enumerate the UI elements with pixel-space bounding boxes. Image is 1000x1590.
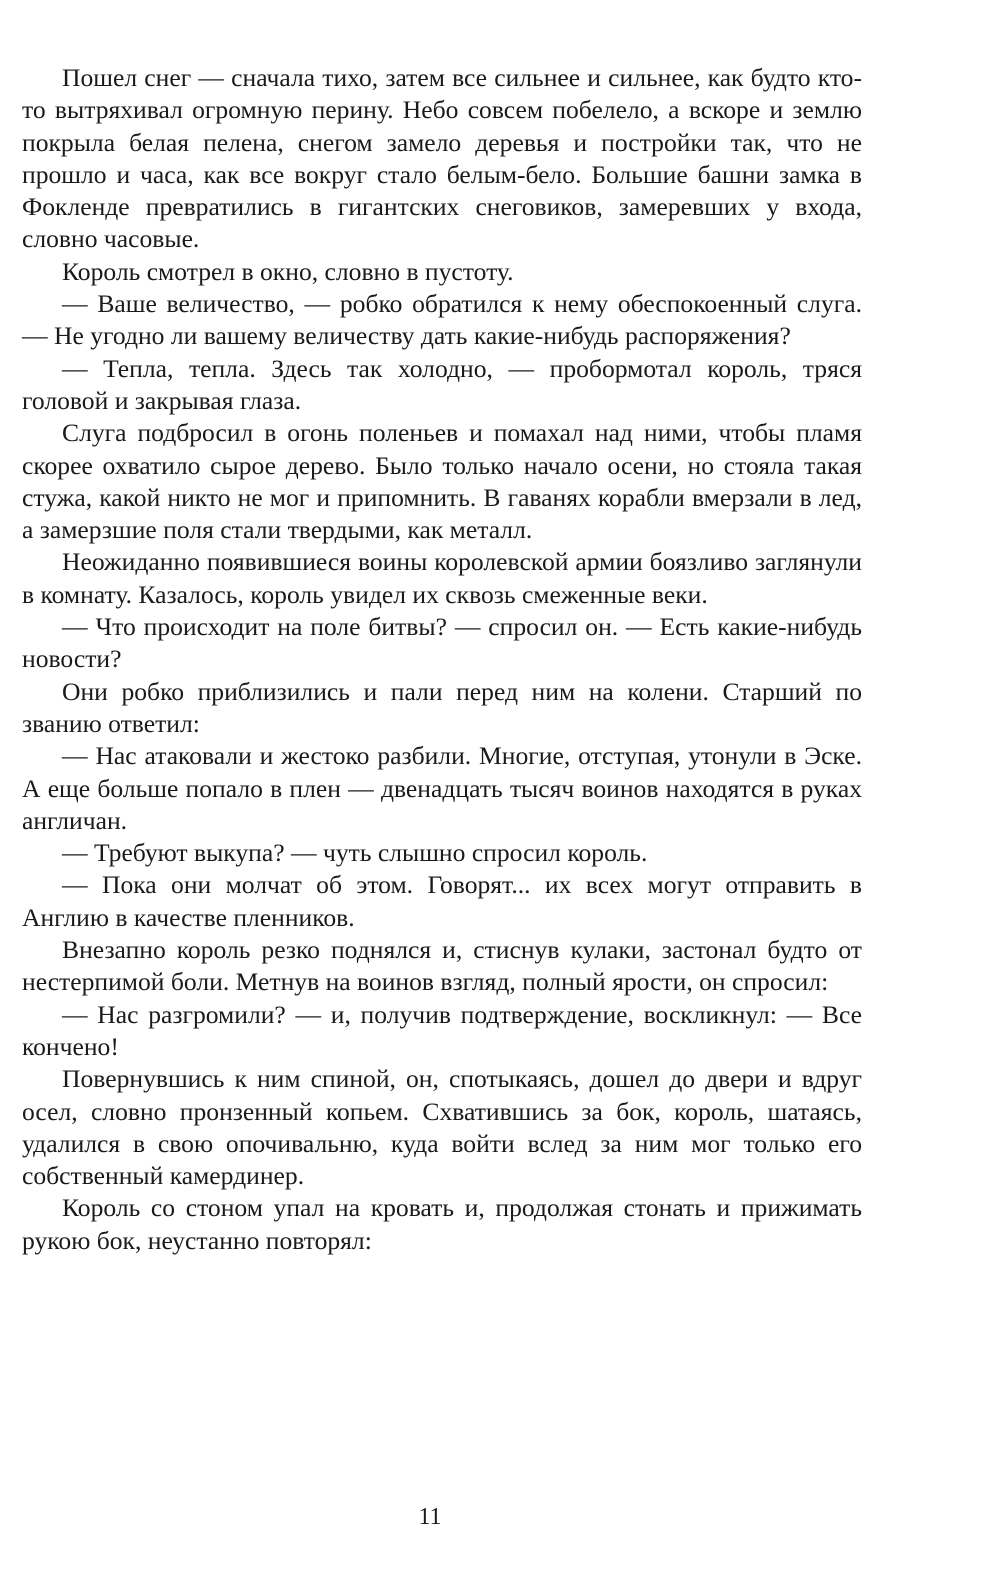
paragraph: — Тепла, тепла. Здесь так холодно, — пробормотал король, тряся головой и закрывая глаза.: [22, 353, 862, 415]
paragraph: — Нас разгромили? — и, получив подтверждение, воскликнул: — Все кончено!: [22, 999, 862, 1061]
paragraph: Внезапно король резко поднялся и, стиснув кулаки, застонал будто от нестерпимой боли. Метнув на воинов взгляд, полный ярости, он спросил:: [22, 935, 862, 997]
paragraph: — Пока они молчат об этом. Говорят... их всех могут отправить в Англию в качестве пленников.: [22, 870, 862, 932]
paragraph: Слуга подбросил в огонь поленьев и помахал над ними, чтобы пламя скорее охватило сырое дерево. Было только начало осени, но стояла такая стужа, какой никто не мог и припомнить. В гаванях корабли вмерзали в лед, а замерзшие поля стали твердыми, как металл.: [22, 418, 862, 545]
paragraph: — Нас атаковали и жестоко разбили. Многие, отступая, утонули в Эске. А еще больше попало в плен — двенадцать тысяч воинов находятся в руках англичан.: [22, 741, 862, 835]
page-number: 11: [418, 1504, 442, 1530]
page-body: [22, 62, 862, 1257]
paragraph: Король смотрел в окно, словно в пустоту.: [62, 256, 514, 286]
paragraph: Они робко приблизились и пали перед ним на колени. Старший по званию ответил:: [22, 676, 862, 738]
paragraph: — Ваше величество, — робко обратился к нему обеспокоенный слуга. — Не угодно ли вашему величеству дать какие-нибудь распоряжения?: [22, 289, 862, 351]
paragraph: — Требуют выкупа? — чуть слышно спросил король.: [62, 838, 648, 868]
paragraph: Неожиданно появившиеся воины королевской армии боязливо заглянули в комнату. Казалось, король увидел их сквозь смеженные веки.: [22, 547, 862, 609]
paragraph: Пошел снег — сначала тихо, затем все сильнее и сильнее, как будто кто-то вытряхивал огромную перину. Небо совсем побелело, а вскоре и землю покрыла белая пелена, снегом замело деревья и постройки так, что не прошло и часа, как все вокруг стало белым-бело. Большие башни замка в Фокленде превратились в гигантских снеговиков, замеревших у входа, словно часовые.: [22, 63, 862, 254]
paragraph: Король со стоном упал на кровать и, продолжая стонать и прижимать рукою бок, неустанно повторял:: [22, 1193, 862, 1255]
paragraph: — Что происходит на поле битвы? — спросил он. — Есть какие-нибудь новости?: [22, 612, 862, 674]
paragraph: Повернувшись к ним спиной, он, спотыкаясь, дошел до двери и вдруг осел, словно пронзенный копьем. Схватившись за бок, король, шатаясь, удалился в свою опочивальню, куда войти вслед за ним мог только его собственный камердинер.: [22, 1064, 862, 1191]
